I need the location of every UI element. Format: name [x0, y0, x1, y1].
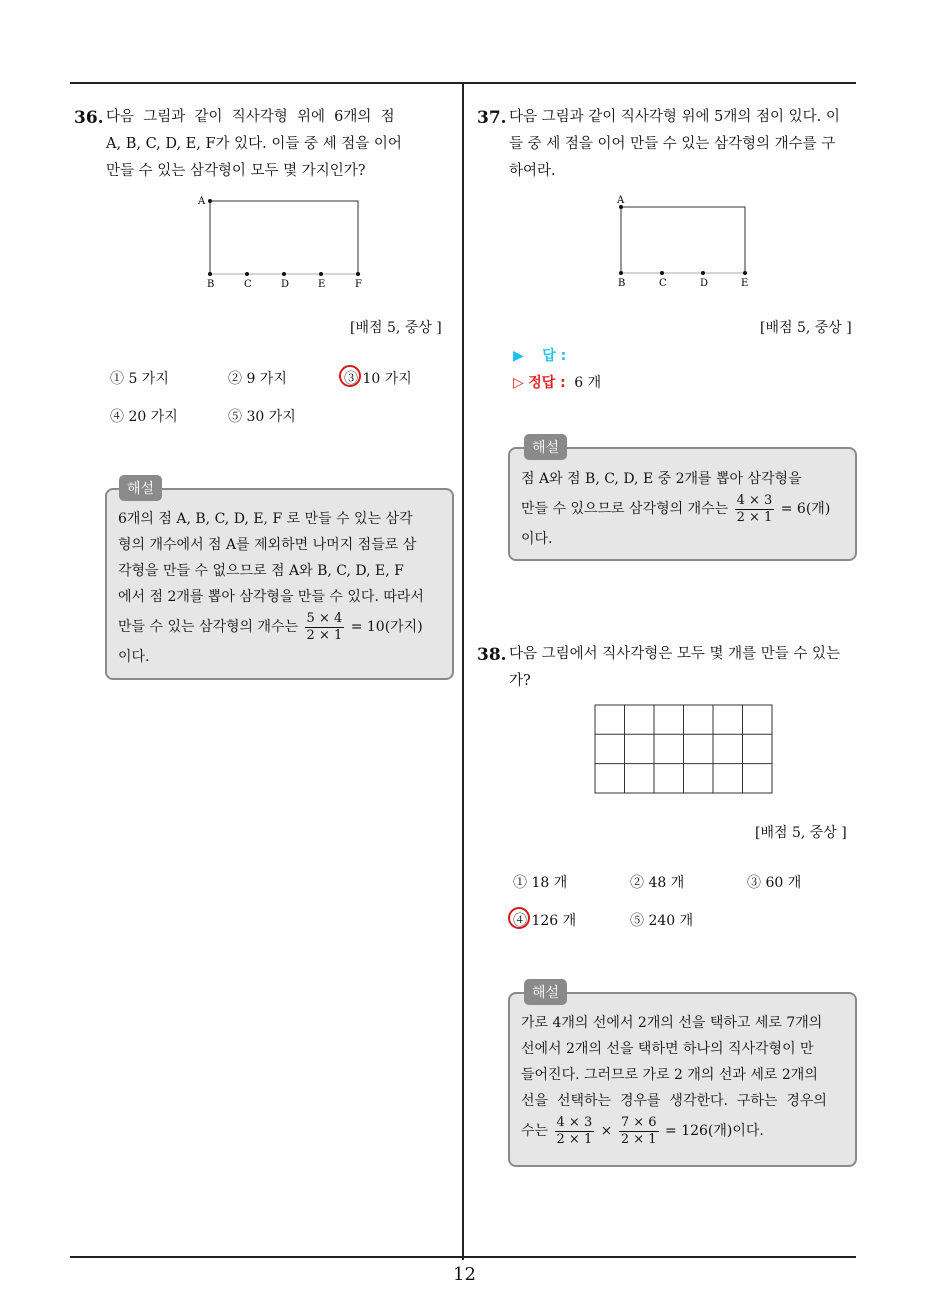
fraction-numerator: 7 × 6	[620, 1114, 657, 1130]
q36-solution-end: 이다.	[118, 649, 150, 665]
fraction-denominator: 2 × 1	[620, 1131, 657, 1147]
point-a	[208, 199, 212, 203]
answer-marker-icon: ▶	[513, 348, 524, 364]
q36-solution-line: 각형을 만들 수 없으므로 점 A와 B, C, D, E, F	[118, 563, 404, 579]
q37-solution-tag: 해설	[524, 434, 567, 460]
q36-solution-fraction	[305, 611, 345, 644]
q36-text-line: A, B, C, D, E, F가 있다. 이들 중 세 점을 이어	[106, 136, 402, 152]
q36-answer-mark	[339, 365, 361, 387]
q38-text	[509, 641, 859, 695]
q37-correct-row	[513, 372, 601, 392]
q38-solution-fraction-2	[619, 1115, 659, 1148]
label-e: E	[741, 278, 749, 289]
q37-answer-row	[513, 345, 566, 365]
q36-choice-4[interactable]: ④ 20 가지	[110, 409, 178, 425]
fraction-numerator: 5 × 4	[306, 610, 343, 626]
q38-number: 38.	[477, 645, 507, 665]
q36-meta: [배점 5, 중상 ]	[350, 320, 442, 336]
q38-choice-1[interactable]: ① 18 개	[513, 875, 568, 891]
q36-text	[106, 104, 456, 185]
fraction-denominator: 2 × 1	[736, 509, 773, 525]
q36-choice-2[interactable]: ② 9 가지	[228, 371, 287, 387]
q38-solution-prefix: 수는	[521, 1123, 549, 1139]
bottom-rule	[70, 1256, 856, 1258]
q36-solution-tag: 해설	[119, 475, 162, 501]
q36-choice-5[interactable]: ⑤ 30 가지	[228, 409, 296, 425]
q37-solution-fraction	[735, 493, 775, 526]
q37-text	[509, 104, 859, 185]
point-f	[356, 272, 360, 276]
label-a: A	[617, 195, 625, 206]
q36-text-line: 다음 그림과 같이 직사각형 위에 6개의 점	[106, 109, 395, 125]
q36-solution-suffix: = 10(가지)	[350, 619, 423, 635]
point-b	[208, 272, 212, 276]
q38-choice-3[interactable]: ③ 60 개	[747, 875, 802, 891]
q37-text-line: 다음 그림과 같이 직사각형 위에 5개의 점이 있다. 이	[509, 109, 840, 125]
point-e	[743, 271, 747, 275]
q37-solution-prefix: 만들 수 있으므로 삼각형의 개수는	[521, 501, 729, 517]
point-d	[701, 271, 705, 275]
q37-text-line: 하여라.	[509, 163, 556, 179]
label-d: D	[700, 278, 709, 289]
q38-solution-line: 가로 4개의 선에서 2개의 선을 택하고 세로 7개의	[521, 1015, 823, 1031]
point-b	[619, 271, 623, 275]
q37-solution-end: 이다.	[521, 531, 553, 547]
q38-answer-mark	[508, 907, 530, 929]
q38-choice-5[interactable]: ⑤ 240 개	[630, 913, 694, 929]
q37-solution-formula-line	[521, 492, 853, 526]
label-c: C	[659, 278, 667, 289]
q37-number: 37.	[477, 108, 507, 128]
q38-solution-text	[521, 1010, 853, 1148]
q38-text-line: 가?	[509, 673, 531, 689]
q38-solution-suffix: = 126(개)이다.	[665, 1123, 764, 1139]
q37-meta: [배점 5, 중상 ]	[760, 320, 852, 336]
q38-grid-figure	[594, 704, 774, 796]
answer-label: 답 :	[542, 348, 567, 364]
q38-solution-tag: 해설	[524, 979, 567, 1005]
label-b: B	[618, 278, 626, 289]
label-c: C	[244, 279, 252, 290]
q36-solution-prefix: 만들 수 있는 삼각형의 개수는	[118, 619, 299, 635]
q38-meta: [배점 5, 중상 ]	[755, 825, 847, 841]
column-divider	[462, 82, 464, 1260]
q38-solution-fraction-1	[555, 1115, 595, 1148]
label-b: B	[207, 279, 215, 290]
q37-solution-line: 점 A와 점 B, C, D, E 중 2개를 뽑아 삼각형을	[521, 471, 802, 487]
q38-solution-line: 선을 선택하는 경우를 생각한다. 구하는 경우의	[521, 1093, 827, 1109]
label-f: F	[355, 279, 362, 290]
q36-number: 36.	[74, 108, 104, 128]
q36-text-line: 만들 수 있는 삼각형이 모두 몇 가지인가?	[106, 163, 366, 179]
q36-solution-formula-line	[118, 610, 448, 644]
q36-figure	[190, 190, 380, 290]
label-d: D	[281, 279, 290, 290]
q38-text-line: 다음 그림에서 직사각형은 모두 몇 개를 만들 수 있는	[509, 646, 841, 662]
point-d	[282, 272, 286, 276]
q38-solution-formula-line	[521, 1114, 853, 1148]
q36-choice-3[interactable]: ③ 10 가지	[344, 371, 412, 387]
point-c	[660, 271, 664, 275]
q38-choice-4[interactable]: ④ 126 개	[513, 913, 577, 929]
fraction-numerator: 4 × 3	[736, 492, 773, 508]
fraction-denominator: 2 × 1	[556, 1131, 593, 1147]
q36-choice-1[interactable]: ① 5 가지	[110, 371, 169, 387]
q37-solution-suffix: = 6(개)	[780, 501, 831, 517]
fraction-numerator: 4 × 3	[556, 1114, 593, 1130]
q37-text-line: 들 중 세 점을 이어 만들 수 있는 삼각형의 개수를 구	[509, 136, 836, 152]
q37-solution-text	[521, 466, 853, 552]
q38-solution-times: ×	[600, 1123, 613, 1139]
point-e	[319, 272, 323, 276]
q38-solution-line: 들어진다. 그러므로 가로 2 개의 선과 세로 2개의	[521, 1067, 818, 1083]
q38-choice-2[interactable]: ② 48 개	[630, 875, 685, 891]
q36-solution-line: 에서 점 2개를 뽑아 삼각형을 만들 수 있다. 따라서	[118, 589, 424, 605]
fraction-denominator: 2 × 1	[306, 627, 343, 643]
correct-label: 정답 :	[528, 375, 566, 391]
page-number: 12	[453, 1264, 476, 1285]
q37-figure	[605, 192, 765, 292]
correct-value: 6 개	[574, 375, 602, 391]
q36-solution-text	[118, 506, 448, 670]
q36-solution-line: 형의 개수에서 점 A를 제외하면 나머지 점들로 삼	[118, 537, 417, 553]
q36-solution-line: 6개의 점 A, B, C, D, E, F 로 만들 수 있는 삼각	[118, 511, 413, 527]
label-a: A	[198, 196, 206, 207]
point-c	[245, 272, 249, 276]
q38-solution-line: 선에서 2개의 선을 택하면 하나의 직사각형이 만	[521, 1041, 814, 1057]
label-e: E	[318, 279, 326, 290]
correct-marker-icon: ▷	[513, 375, 524, 391]
